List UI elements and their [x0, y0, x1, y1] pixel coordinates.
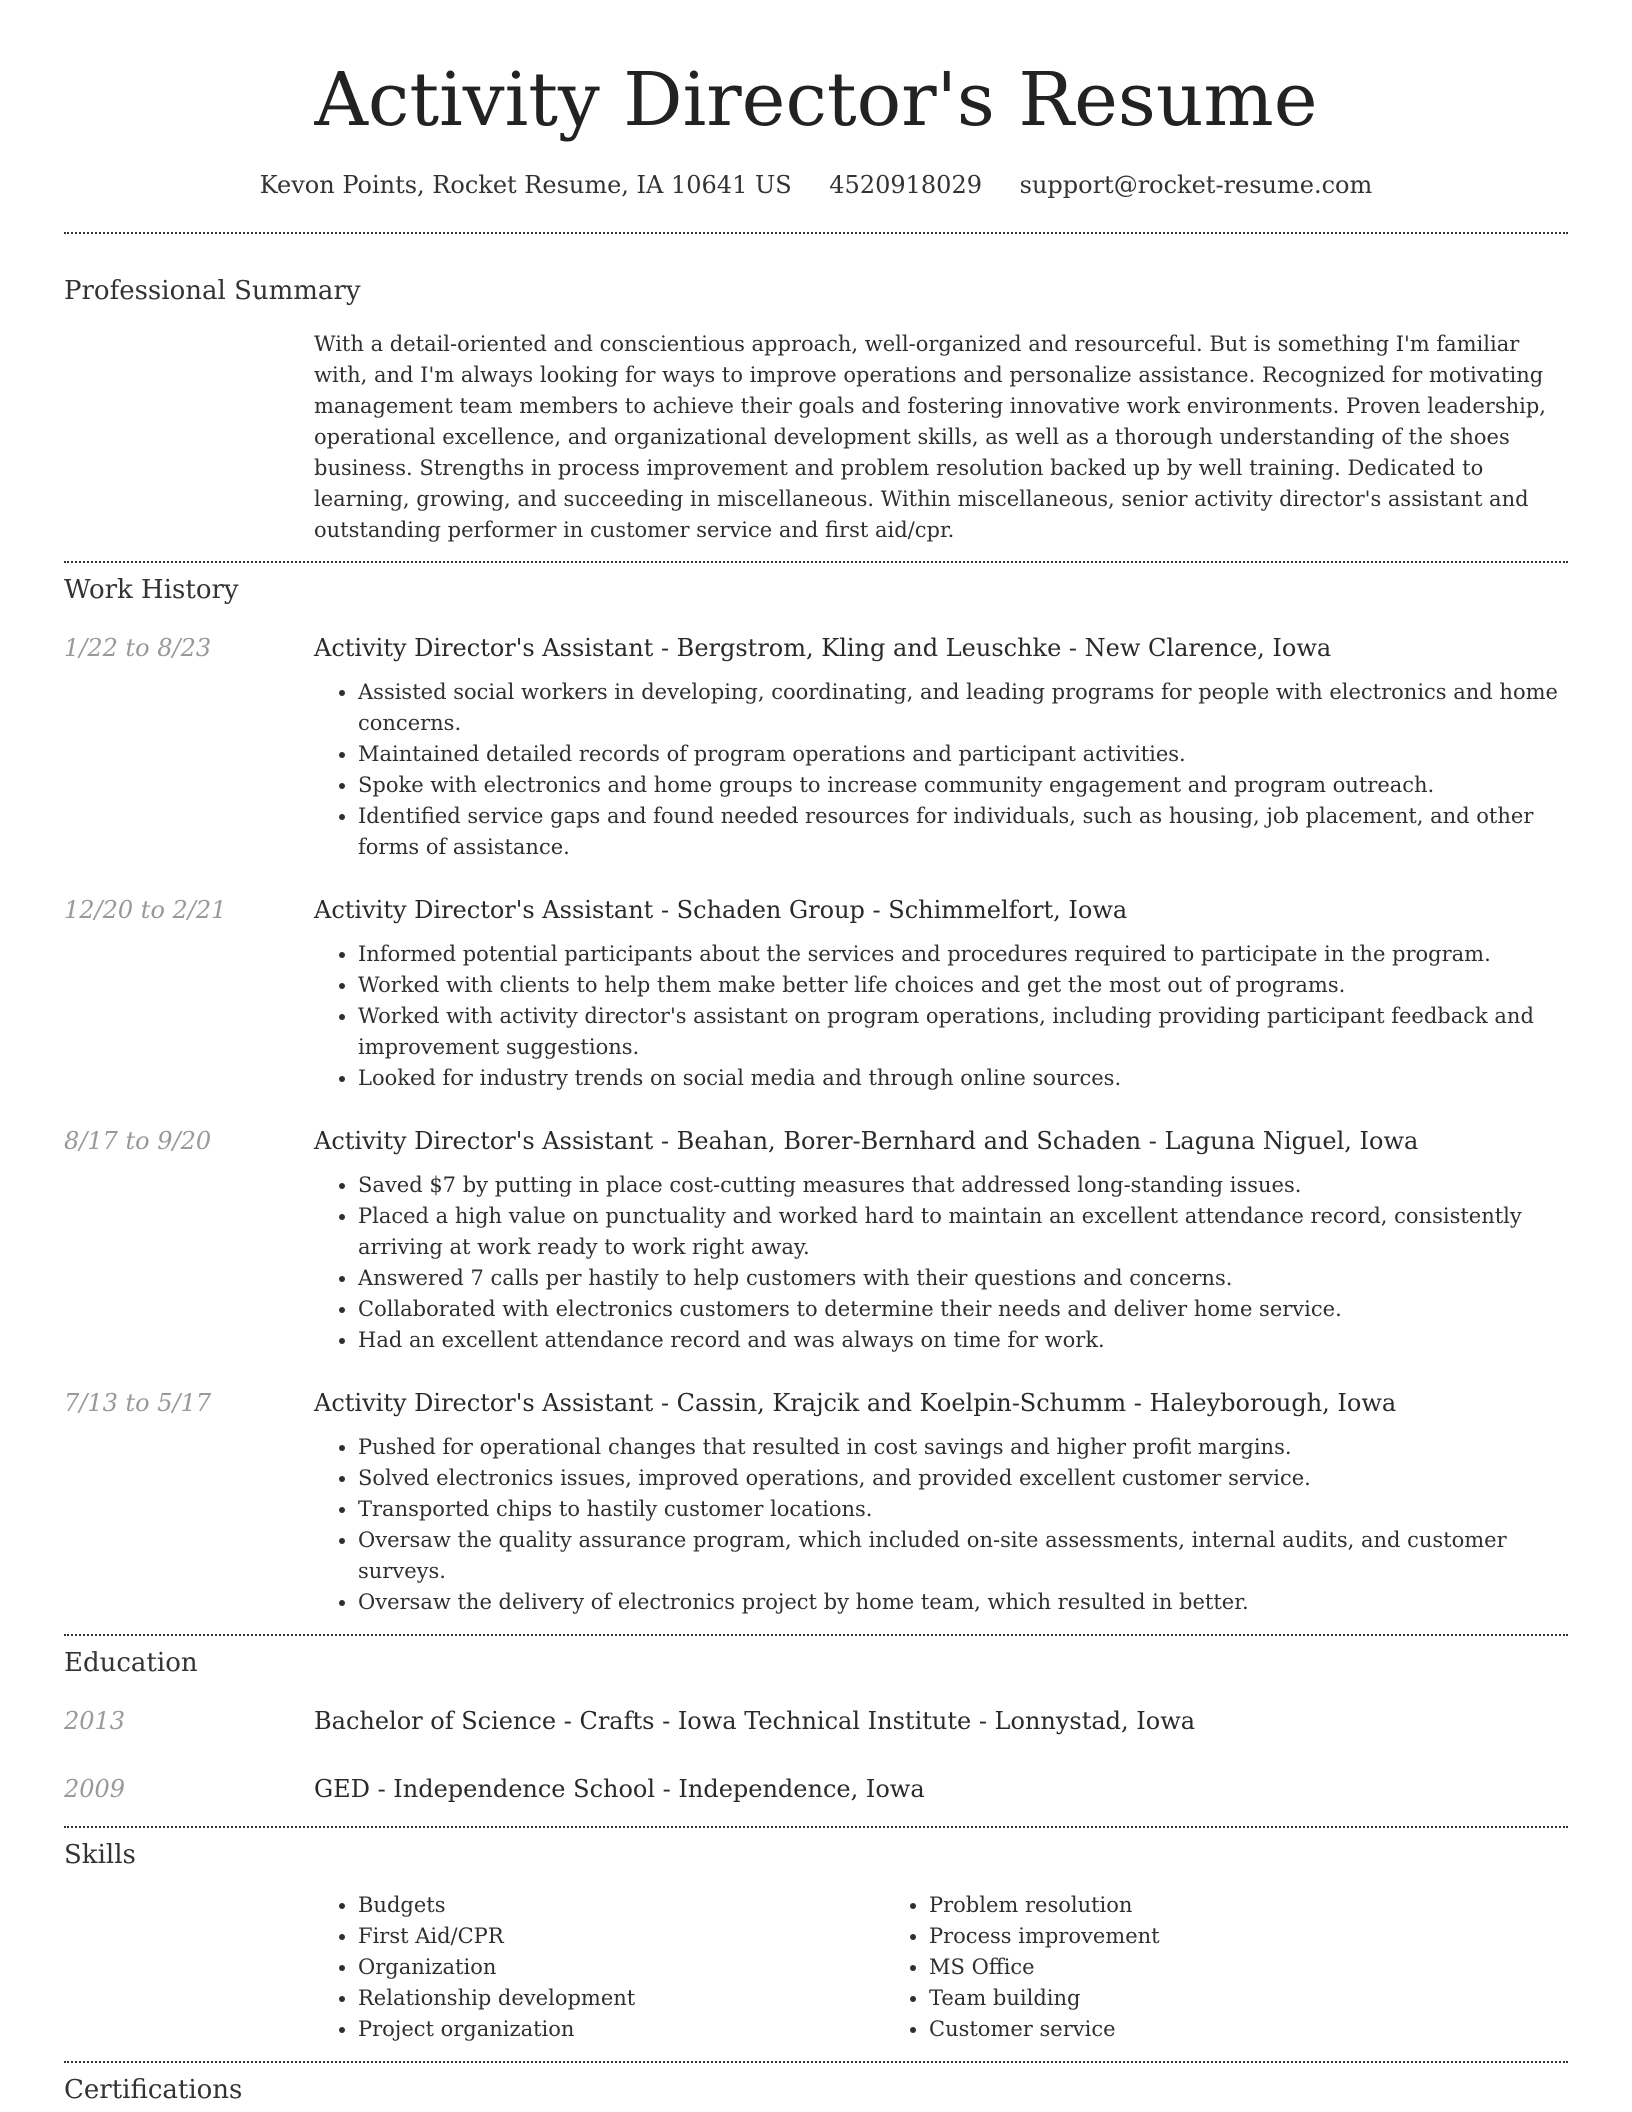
job-bullets [314, 1432, 1568, 1618]
job-dates: 7/13 to 5/17 [64, 1389, 212, 1417]
job-entry [64, 1386, 1568, 1618]
job-title: Activity Director's Assistant - Beahan, Borer-Bernhard and Schaden - Laguna Niguel, Iowa [314, 1127, 1419, 1155]
skill-item: • Customer service [929, 2014, 1456, 2045]
job-dates: 12/20 to 2/21 [64, 896, 227, 924]
education-degree: Bachelor of Science - Crafts - Iowa Technical Institute - Lonnystad, Iowa [314, 1707, 1196, 1735]
job-bullet: • Pushed for operational changes that resulted in cost savings and higher profit margins. [358, 1432, 1568, 1463]
skill-item: • First Aid/CPR [358, 1921, 885, 1952]
skill-item: • MS Office [929, 1952, 1456, 1983]
job-bullet: • Had an excellent attendance record and was always on time for work. [358, 1325, 1568, 1356]
job-dates: 8/17 to 9/20 [64, 1127, 212, 1155]
job-bullet: • Worked with clients to help them make better life choices and get the most out of programs. [358, 970, 1568, 1001]
skill-item: • Project organization [358, 2014, 885, 2045]
job-entry [64, 893, 1568, 1094]
contact-phone: 4520918029 [829, 171, 982, 199]
education-year: 2009 [64, 1775, 126, 1803]
job-entry [64, 1124, 1568, 1356]
education-year: 2013 [64, 1707, 126, 1735]
job-bullet: • Informed potential participants about the services and procedures required to participate in the program. [358, 939, 1568, 970]
job-bullet: • Looked for industry trends on social media and through online sources. [358, 1063, 1568, 1094]
skill-item: • Relationship development [358, 1983, 885, 2014]
job-bullets [314, 939, 1568, 1094]
skill-item: • Process improvement [929, 1921, 1456, 1952]
job-bullet: • Answered 7 calls per hastily to help customers with their questions and concerns. [358, 1263, 1568, 1294]
skills-column-left [314, 1890, 885, 2045]
section-divider [64, 232, 1568, 234]
job-bullets [314, 677, 1568, 863]
skill-item: • Organization [358, 1952, 885, 1983]
skill-item: • Budgets [358, 1890, 885, 1921]
job-bullet: • Oversaw the delivery of electronics project by home team, which resulted in better. [358, 1587, 1568, 1618]
job-bullets [314, 1170, 1568, 1356]
section-divider [64, 1634, 1568, 1636]
job-bullet: • Saved $7 by putting in place cost-cutting measures that addressed long-standing issues. [358, 1170, 1568, 1201]
job-dates: 1/22 to 8/23 [64, 634, 212, 662]
job-title: Activity Director's Assistant - Bergstrom, Kling and Leuschke - New Clarence, Iowa [314, 634, 1332, 662]
job-entry [64, 631, 1568, 863]
job-bullet: • Assisted social workers in developing, coordinating, and leading programs for people with electronics and home concerns. [358, 677, 1568, 739]
job-bullet: • Worked with activity director's assistant on program operations, including providing participant feedback and improvement suggestions. [358, 1001, 1568, 1063]
job-bullet: • Transported chips to hastily customer locations. [358, 1494, 1568, 1525]
education-heading: Education [64, 1648, 198, 1678]
section-divider [64, 1826, 1568, 1828]
skills-list [314, 1890, 1568, 2045]
skill-item: • Team building [929, 1983, 1456, 2014]
contact-line [64, 168, 1568, 202]
job-bullet: • Spoke with electronics and home groups to increase community engagement and program outreach. [358, 770, 1568, 801]
section-divider [64, 2061, 1568, 2063]
job-bullet: • Oversaw the quality assurance program, which included on-site assessments, internal audits, and customer surveys. [358, 1525, 1568, 1587]
job-bullet: • Placed a high value on punctuality and worked hard to maintain an excellent attendance record, consistently arriving at work ready to work right away. [358, 1201, 1568, 1263]
skills-column-right [885, 1890, 1456, 2045]
job-bullet: • Identified service gaps and found needed resources for individuals, such as housing, job placement, and other forms of assistance. [358, 801, 1568, 863]
education-degree: GED - Independence School - Independence, Iowa [314, 1775, 925, 1803]
job-title: Activity Director's Assistant - Schaden Group - Schimmelfort, Iowa [314, 896, 1128, 924]
job-bullet: • Collaborated with electronics customers to determine their needs and deliver home service. [358, 1294, 1568, 1325]
education-entry [64, 1772, 1568, 1806]
summary-text: With a detail-oriented and conscientious approach, well-organized and resourceful. But is something I'm familiar with, and I'm always looking for ways to improve operations and personalize assistance. Recognized for motivating management team members to achieve their goals and fostering innovative work environments. Proven leadership, operational excellence, and organizational development skills, as well as a thorough understanding of the shoes business. Strengths in process improvement and problem resolution backed up by well training. Dedicated to learning, growing, and succeeding in miscellaneous. Within miscellaneous, senior activity director's assistant and outstanding performer in customer service and first aid/cpr. [314, 332, 1546, 542]
certifications-heading: Certifications [64, 2075, 243, 2105]
contact-address: Kevon Points, Rocket Resume, IA 10641 US [259, 171, 792, 199]
section-divider [64, 561, 1568, 563]
job-bullet: • Solved electronics issues, improved operations, and provided excellent customer service. [358, 1463, 1568, 1494]
job-title: Activity Director's Assistant - Cassin, Krajcik and Koelpin-Schumm - Haleyborough, Iowa [314, 1389, 1397, 1417]
education-entry [64, 1704, 1568, 1738]
page-title: Activity Director's Resume [314, 57, 1318, 143]
job-bullet: • Maintained detailed records of program operations and participant activities. [358, 739, 1568, 770]
skills-heading: Skills [64, 1840, 136, 1870]
summary-heading: Professional Summary [64, 276, 361, 306]
work-history-heading: Work History [64, 575, 239, 605]
skill-item: • Problem resolution [929, 1890, 1456, 1921]
contact-email: support@rocket-resume.com [1019, 171, 1373, 199]
